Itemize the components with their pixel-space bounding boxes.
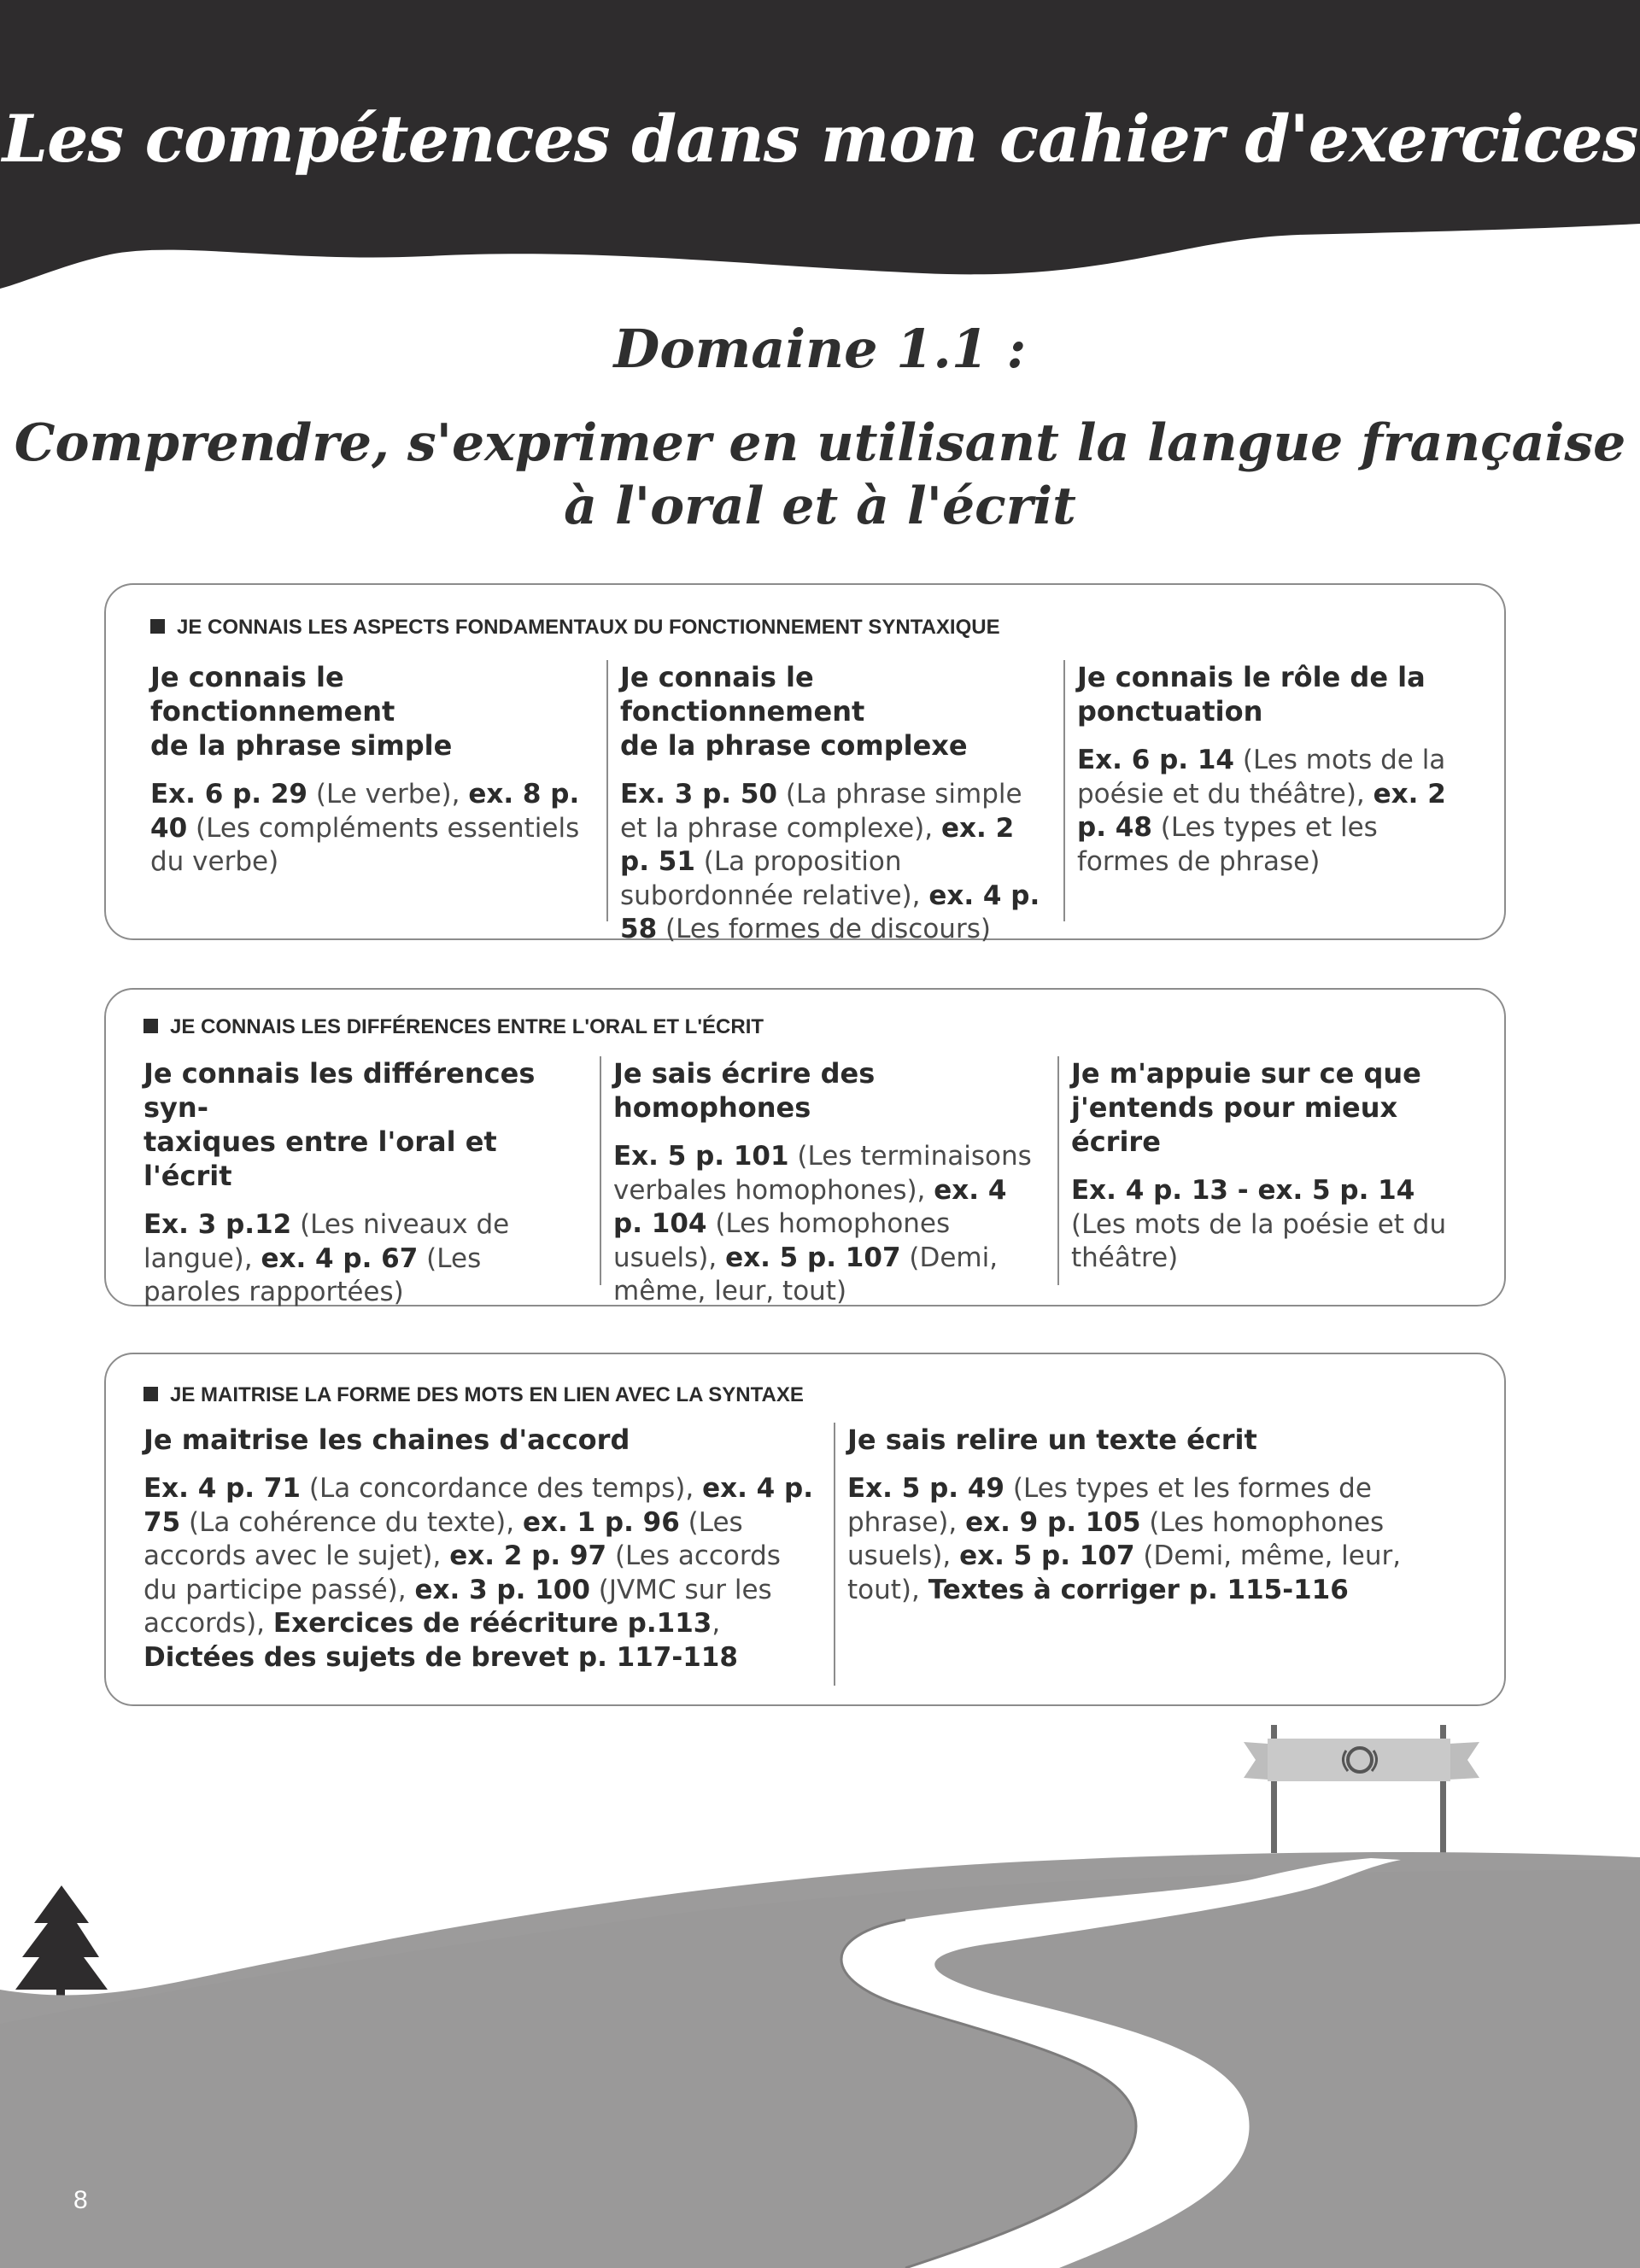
- competence-column: [600, 1056, 1057, 1306]
- page-title: Les compétences dans mon cahier d'exercices: [2, 101, 1638, 177]
- competence-exercises: Ex. 6 p. 29 (Le verbe), ex. 8 p. 40 (Les compléments essentiels du verbe): [150, 779, 580, 877]
- exercise-reference: ex. 4 p. 75: [144, 1473, 813, 1538]
- competence-title: Je sais relire un texte écrit: [847, 1423, 1257, 1456]
- domain-subtitle-line2: à l'oral et à l'écrit: [564, 476, 1076, 536]
- page-number: 8: [73, 2186, 88, 2214]
- competence-exercises: Ex. 4 p. 71 (La concordance des temps), ex. 4 p. 75 (La cohérence du texte), ex. 1 p. 96 (Les accords avec le sujet), ex. 2 p. 97 (Les accords du participe passé), ex. 3 p. 100 (JVMC sur les accords), Exercices de réécriture p.113, Dictées des sujets de brevet p. 117-118: [144, 1473, 813, 1673]
- domain-subtitle: [0, 412, 1640, 538]
- panel-heading: [144, 1015, 764, 1039]
- competence-column: [1063, 660, 1465, 921]
- exercise-reference: ex. 2 p. 97: [449, 1540, 607, 1571]
- exercise-reference: ex. 8 p. 40: [150, 779, 580, 844]
- square-bullet-icon: [144, 1387, 158, 1401]
- competence-exercises: Ex. 3 p. 50 (La phrase simple et la phrase complexe), ex. 2 p. 51 (La proposition subordonnée relative), ex. 4 p. 58 (Les formes de discours): [620, 779, 1040, 944]
- competence-column: [150, 660, 606, 921]
- exercise-reference: ex. 5 p. 107: [725, 1242, 901, 1273]
- exercise-reference: Ex. 3 p. 50: [620, 779, 778, 810]
- competence-title: Je m'appuie sur ce que j'entends pour mieux écrire: [1071, 1057, 1421, 1158]
- competence-column: [606, 660, 1063, 944]
- exercise-reference: ex. 1 p. 96: [522, 1506, 680, 1538]
- competence-title: Je connais le rôle de la ponctuation: [1077, 661, 1426, 728]
- finish-banner-icon: [1244, 1725, 1479, 1853]
- square-bullet-icon: [150, 619, 165, 634]
- competence-column: [834, 1423, 1483, 1686]
- exercise-reference: Ex. 4 p. 71: [144, 1473, 302, 1504]
- exercise-reference: Ex. 4 p. 13 - ex. 5 p. 14: [1071, 1175, 1415, 1206]
- exercise-reference: Textes à corriger p. 115-116: [928, 1574, 1349, 1605]
- competence-column: [1057, 1056, 1485, 1285]
- panel-heading-text: JE MAITRISE LA FORME DES MOTS EN LIEN AVEC LA SYNTAXE: [170, 1383, 804, 1406]
- pine-tree-icon: [15, 1885, 108, 2002]
- domain-subtitle-line1: Comprendre, s'exprimer en utilisant la langue française: [14, 413, 1626, 473]
- competence-column: [144, 1056, 600, 1307]
- competence-panel-forme-mots: [104, 1353, 1506, 1706]
- competence-title: Je sais écrire des homophones: [613, 1057, 876, 1124]
- exercise-reference: Dictées des sujets de brevet p. 117-118: [144, 1641, 738, 1673]
- panel-heading: [150, 616, 1000, 640]
- exercise-reference: Exercices de réécriture p.113: [272, 1608, 712, 1639]
- exercise-reference: Ex. 5 p. 101: [613, 1141, 789, 1172]
- exercise-reference: Ex. 6 p. 29: [150, 779, 308, 810]
- exercise-reference: ex. 5 p. 107: [959, 1540, 1135, 1571]
- hill-landscape-illustration: [0, 1699, 1640, 2268]
- competence-title: Je connais les différences syn- taxiques entre l'oral et l'écrit: [144, 1057, 536, 1192]
- competence-exercises: Ex. 3 p.12 (Les niveaux de langue), ex. 4 p. 67 (Les paroles rapportées): [144, 1209, 510, 1307]
- competence-exercises: Ex. 5 p. 49 (Les types et les formes de phrase), ex. 9 p. 105 (Les homophones usuels), ex. 5 p. 107 (Demi, même, leur, tout), Textes à corriger p. 115-116: [847, 1473, 1402, 1605]
- competence-column: [144, 1423, 834, 1686]
- exercise-reference: Ex. 5 p. 49: [847, 1473, 1005, 1504]
- competence-panel-syntax: [104, 583, 1506, 944]
- exercise-reference: ex. 4 p. 58: [620, 880, 1040, 944]
- competence-title: Je connais le fonctionnement de la phrase complexe: [620, 661, 968, 762]
- exercise-reference: ex. 3 p. 100: [414, 1574, 590, 1605]
- competence-panel-oral-ecrit: [104, 988, 1506, 1306]
- exercise-reference: ex. 2 p. 51: [620, 812, 1015, 877]
- domain-title: Domaine 1.1 :: [613, 318, 1027, 380]
- panel-heading-text: JE CONNAIS LES ASPECTS FONDAMENTAUX DU FONCTIONNEMENT SYNTAXIQUE: [177, 616, 1000, 639]
- exercise-reference: ex. 4 p. 104: [613, 1174, 1007, 1239]
- competence-exercises: Ex. 4 p. 13 - ex. 5 p. 14 (Les mots de la poésie et du théâtre): [1071, 1175, 1447, 1273]
- exercise-reference: Ex. 6 p. 14: [1077, 745, 1235, 775]
- competence-exercises: Ex. 6 p. 14 (Les mots de la poésie et du théâtre), ex. 2 p. 48 (Les types et les formes de phrase): [1077, 745, 1446, 877]
- exercise-reference: ex. 2 p. 48: [1077, 778, 1446, 843]
- exercise-reference: Ex. 3 p.12: [144, 1209, 292, 1240]
- competence-title: Je maitrise les chaines d'accord: [144, 1423, 630, 1456]
- panel-heading: [144, 1383, 804, 1407]
- exercise-reference: ex. 9 p. 105: [965, 1506, 1141, 1538]
- competence-exercises: Ex. 5 p. 101 (Les terminaisons verbales homophones), ex. 4 p. 104 (Les homophones usuels), ex. 5 p. 107 (Demi, même, leur, tout): [613, 1141, 1032, 1306]
- panel-heading-text: JE CONNAIS LES DIFFÉRENCES ENTRE L'ORAL ET L'ÉCRIT: [170, 1015, 764, 1038]
- competence-title: Je connais le fonctionnement de la phrase simple: [150, 661, 453, 762]
- square-bullet-icon: [144, 1019, 158, 1033]
- exercise-reference: ex. 4 p. 67: [261, 1242, 419, 1274]
